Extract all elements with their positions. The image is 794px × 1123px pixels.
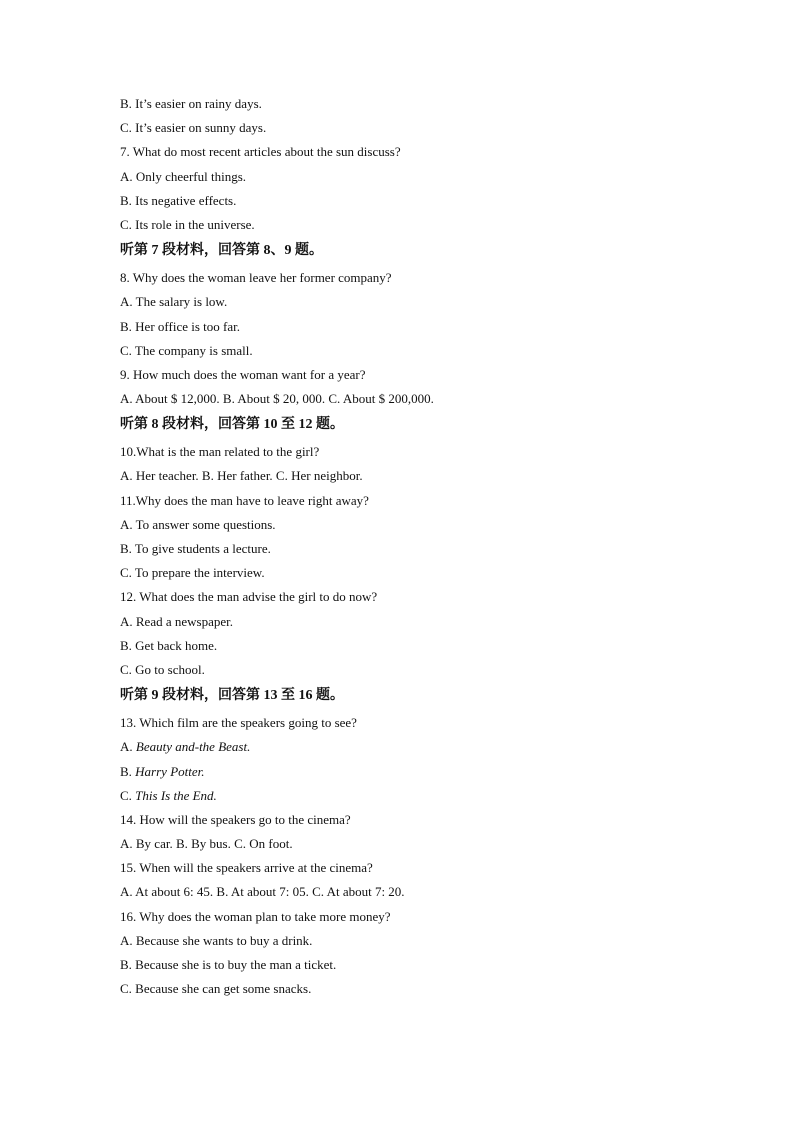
question-line: 10.What is the man related to the girl? xyxy=(120,444,320,460)
option-label: B. xyxy=(120,763,136,779)
option-line: A. To answer some questions. xyxy=(120,516,276,532)
option-line: A. Her teacher. B. Her father. C. Her neighbor. xyxy=(120,468,363,484)
option-line xyxy=(120,784,720,808)
question-line: 7. What do most recent articles about the sun discuss? xyxy=(120,144,401,160)
question-line: 16. Why does the woman plan to take more money? xyxy=(120,908,391,924)
option-line: B. Its negative effects. xyxy=(120,192,237,208)
option-line: B. Get back home. xyxy=(120,637,218,653)
film-title: Harry Potter. xyxy=(135,763,205,779)
section-heading: 听第 7 段材料，回答第 8、9 题。 xyxy=(120,243,323,259)
document-page xyxy=(120,92,720,1001)
option-label: C. xyxy=(120,787,136,803)
question-line: 15. When will the speakers arrive at the cinema? xyxy=(120,860,373,876)
film-title: This Is the End. xyxy=(135,787,217,803)
option-line: C. The company is small. xyxy=(120,342,253,358)
option-line: A. About $ 12,000. B. About $ 20, 000. C. About $ 200,000. xyxy=(120,391,434,407)
option-line: A. Read a newspaper. xyxy=(120,613,233,629)
section-heading: 听第 8 段材料，回答第 10 至 12 题。 xyxy=(120,417,344,433)
option-label: A. xyxy=(120,739,136,755)
question-line: 8. Why does the woman leave her former company? xyxy=(120,270,392,286)
question-line: 11.Why does the man have to leave right away? xyxy=(120,492,369,508)
option-line: C. To prepare the interview. xyxy=(120,565,265,581)
option-line: C. Because she can get some snacks. xyxy=(120,981,312,997)
option-line: B. Because she is to buy the man a ticket. xyxy=(120,957,337,972)
question-line: 12. What does the man advise the girl to do now? xyxy=(120,589,378,605)
section-heading: 听第 9 段材料，回答第 13 至 16 题。 xyxy=(120,688,344,704)
option-line: A. The salary is low. xyxy=(120,294,228,310)
option-line: A. At about 6: 45. B. At about 7: 05. C. At about 7: 20. xyxy=(120,884,405,900)
question-line: 13. Which film are the speakers going to see? xyxy=(120,715,357,731)
option-line: B. Her office is too far. xyxy=(120,318,240,334)
film-title: Beauty and-the Beast. xyxy=(135,739,251,755)
question-line: 9. How much does the woman want for a year? xyxy=(120,366,366,382)
option-line: C. Go to school. xyxy=(120,661,205,677)
option-line: B. It’s easier on rainy days. xyxy=(120,96,262,111)
option-line: C. Its role in the universe. xyxy=(120,216,255,232)
question-line: 14. How will the speakers go to the cinema? xyxy=(120,811,351,827)
option-line: A. Only cheerful things. xyxy=(120,168,247,184)
option-line: B. To give students a lecture. xyxy=(120,541,271,556)
option-line: C. It’s easier on sunny days. xyxy=(120,120,267,136)
option-line xyxy=(120,760,720,784)
option-line: A. Because she wants to buy a drink. xyxy=(120,932,313,948)
option-line: A. By car. B. By bus. C. On foot. xyxy=(120,836,293,852)
option-line xyxy=(120,735,720,759)
